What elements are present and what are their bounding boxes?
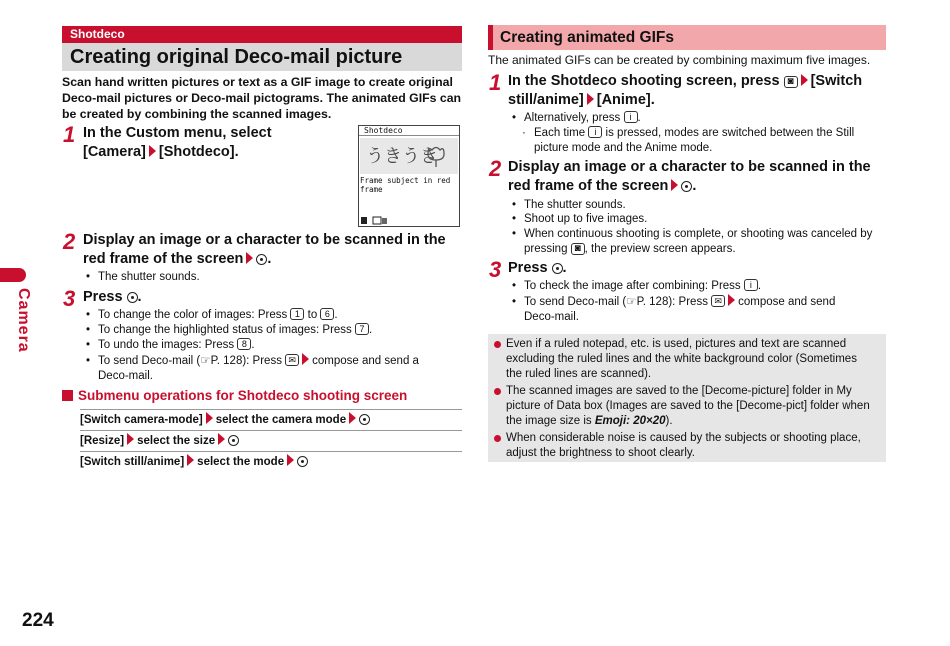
key-icon: 8 <box>237 338 251 350</box>
step-text-line: In the Shotdeco shooting screen, press <box>508 73 780 89</box>
intro-text: Scan hand written pictures or text as a GIF image to create original Deco-mail pictures or Deco-mail pictograms. The animated GIFs can be created by combining the scanned images. <box>62 75 462 121</box>
note-text: adjust the brightness to shoot clearly. <box>506 447 696 459</box>
menu-key-icon: i <box>588 126 602 138</box>
arrow-icon <box>149 145 156 157</box>
section-tab-marker <box>0 268 26 282</box>
scan-preview <box>360 138 458 174</box>
step-text: Display an image or a character to be scanned in the red frame of the screen . <box>83 232 446 267</box>
intro-text: The animated GIFs can be created by combining maximum five images. <box>488 53 871 67</box>
key-icon: 1 <box>290 308 304 320</box>
arrow-icon <box>801 74 808 86</box>
note-bullet-icon <box>494 435 501 442</box>
menu-path-item: [Shotdeco]. <box>158 144 239 160</box>
note-item <box>492 384 880 429</box>
notes-box <box>488 334 886 462</box>
section-label: Camera <box>15 288 32 353</box>
caption-line: Frame subject in red <box>360 176 451 185</box>
camera-key-icon: ◙ <box>784 76 798 88</box>
step-number: 2 <box>63 229 76 254</box>
submenu-row <box>80 409 462 431</box>
menu-key-icon: i <box>624 111 638 123</box>
note-text: excluding the ruled lines and the white background color (Sometimes <box>506 353 857 365</box>
bullet-text: Alternatively, press <box>524 112 621 124</box>
tulip-drawing-icon <box>424 144 448 168</box>
step-number: 3 <box>489 257 502 282</box>
note-text: When considerable noise is caused by the subjects or shooting place, <box>506 432 861 444</box>
bullet-text: The shutter sounds. <box>524 199 626 211</box>
center-key-icon <box>297 456 308 467</box>
bullet-item: • To send Deco-mail (☞P. 128): Press ✉ compose and send Deco-mail. <box>512 296 836 323</box>
camera-key-icon: ◙ <box>571 243 585 255</box>
submenu-row <box>80 451 462 473</box>
arrow-icon <box>302 353 309 365</box>
menu-path-item: [Camera] <box>83 144 146 160</box>
center-key-icon <box>228 435 239 446</box>
step-number: 1 <box>489 70 502 95</box>
note-item <box>492 337 880 382</box>
note-bullet-icon <box>494 341 501 348</box>
center-key-icon <box>127 292 138 303</box>
step-text-line: Press <box>83 289 123 305</box>
arrow-icon <box>671 179 678 191</box>
bullet-text: pressing <box>524 243 568 255</box>
note-text: The scanned images are saved to the [Decome-picture] folder in My <box>506 385 852 397</box>
step-text-line: Display an image or a character to be scanned in the red frame of the screen <box>83 232 446 267</box>
page-title: Creating original Deco-mail picture <box>62 43 462 71</box>
square-bullet-icon <box>62 390 73 401</box>
bullet-text: is pressed, modes are switched between the Still <box>605 127 855 139</box>
arrow-icon <box>127 433 134 445</box>
submenu-row <box>80 430 462 452</box>
bullet-text: To check the image after combining: Press <box>524 280 741 292</box>
bullet-text: picture mode and the Anime mode. <box>534 142 713 154</box>
step-text: Press . <box>508 260 567 276</box>
submenu-heading <box>62 388 407 403</box>
phone-softkey-bar <box>360 216 458 225</box>
bullet-item: • To undo the images: Press 8 . <box>86 339 255 351</box>
bullet-text: compose and send <box>738 296 836 308</box>
note-item <box>492 431 880 461</box>
center-key-icon <box>359 414 370 425</box>
caption-line: frame <box>360 185 383 194</box>
submenu-heading-text: Submenu operations for Shotdeco shooting screen <box>78 388 408 403</box>
center-key-icon <box>681 181 692 192</box>
note-emphasis: Emoji: 20×20 <box>594 415 666 427</box>
bullet-text: To change the color of images: Press <box>98 309 288 321</box>
step-number: 2 <box>489 156 502 181</box>
submenu-action: select the size <box>137 435 216 447</box>
arrow-icon <box>218 433 225 445</box>
bullet-text: Each time <box>534 127 586 139</box>
note-text: picture of Data box (Images are saved to the [Decome-pict] folder when <box>506 400 870 412</box>
bullet-text: To undo the images: Press <box>98 339 235 351</box>
bullet-item: • Shoot up to five images. <box>512 213 648 225</box>
note-text: the ruled lines are scanned). <box>506 368 652 380</box>
arrow-icon <box>349 412 356 424</box>
note-text: the image size is <box>506 415 592 427</box>
category-label: Shotdeco <box>62 26 462 43</box>
page-number: 224 <box>22 610 54 631</box>
note-text: Even if a ruled notepad, etc. is used, pictures and text are scanned <box>506 338 847 350</box>
submenu-action: select the camera mode <box>215 414 347 426</box>
bullet-text: Shoot up to five images. <box>524 213 648 225</box>
phone-screen-title: Shotdeco <box>359 126 459 136</box>
arrow-icon <box>728 294 735 306</box>
key-icon: 6 <box>320 308 334 320</box>
bullet-text: , the preview screen appears. <box>584 243 736 255</box>
arrow-icon <box>287 454 294 466</box>
step-text: Display an image or a character to be scanned in the red frame of the screen . <box>508 159 871 194</box>
bullet-text: The shutter sounds. <box>98 271 200 283</box>
step-text-line: In the Custom menu, select <box>83 125 272 141</box>
submenu-action: select the mode <box>197 456 285 468</box>
sub-bullet-item: · Each time i is pressed, modes are switched between the Still picture mode and the Anime mode. <box>522 127 855 154</box>
phone-screen-image <box>358 125 460 227</box>
bullet-text: When continuous shooting is complete, or shooting was canceled by <box>524 228 873 240</box>
submenu-item: [Resize] <box>80 435 125 447</box>
softkey-icons <box>360 216 400 225</box>
bullet-text: To send Deco-mail (☞P. 128): Press <box>98 355 282 367</box>
bullet-text: To change the highlighted status of images: Press <box>98 324 352 336</box>
bullet-text: To send Deco-mail (☞P. 128): Press <box>524 296 708 308</box>
step-text-line: Display an image or a character to be scanned in the red frame of the screen <box>508 159 871 194</box>
step-number: 1 <box>63 122 76 147</box>
bullet-text: Deco-mail. <box>524 311 579 323</box>
section-title: Creating animated GIFs <box>488 25 886 50</box>
bullet-item: • The shutter sounds. <box>86 271 200 283</box>
menu-path-item: still/anime] <box>508 92 584 108</box>
arrow-icon <box>587 93 594 105</box>
bullet-text: to <box>307 309 318 321</box>
submenu-item: [Switch still/anime] <box>80 456 185 468</box>
menu-path-item: [Anime]. <box>596 92 655 108</box>
note-bullet-icon <box>494 388 501 395</box>
step-text-line: Press <box>508 260 548 276</box>
bullet-item: • To change the highlighted status of images: Press 7 . <box>86 324 373 336</box>
arrow-icon <box>187 454 194 466</box>
bullet-text: compose and send a <box>312 355 419 367</box>
arrow-icon <box>206 412 213 424</box>
step-text: Press . <box>83 289 142 305</box>
bullet-item: • To change the color of images: Press 1 to 6 . <box>86 309 338 321</box>
mail-key-icon: ✉ <box>285 354 299 366</box>
bullet-item: • To send Deco-mail (☞P. 128): Press ✉ compose and send a Deco-mail. <box>86 355 419 382</box>
phone-screen-caption <box>360 176 458 194</box>
bullet-text: Deco-mail. <box>98 370 153 382</box>
bullet-item: • Alternatively, press i . <box>512 112 641 124</box>
arrow-icon <box>246 252 253 264</box>
submenu-item: [Switch camera-mode] <box>80 414 203 426</box>
step-text <box>83 124 353 162</box>
center-key-icon <box>256 254 267 265</box>
step-number: 3 <box>63 286 76 311</box>
bullet-item: • The shutter sounds. <box>512 199 626 211</box>
menu-path-item: [Switch <box>810 73 863 89</box>
center-key-icon <box>552 263 563 274</box>
bullet-item: • When continuous shooting is complete, or shooting was canceled by pressing ◙ , the preview screen appears. <box>512 228 873 255</box>
mail-key-icon: ✉ <box>711 295 725 307</box>
key-icon: 7 <box>355 323 369 335</box>
menu-key-icon: i <box>744 279 758 291</box>
bullet-item: • To check the image after combining: Press i . <box>512 280 762 292</box>
step-text <box>508 72 888 110</box>
note-text: ). <box>665 415 673 427</box>
handwriting-sample: うきうき <box>366 146 438 166</box>
